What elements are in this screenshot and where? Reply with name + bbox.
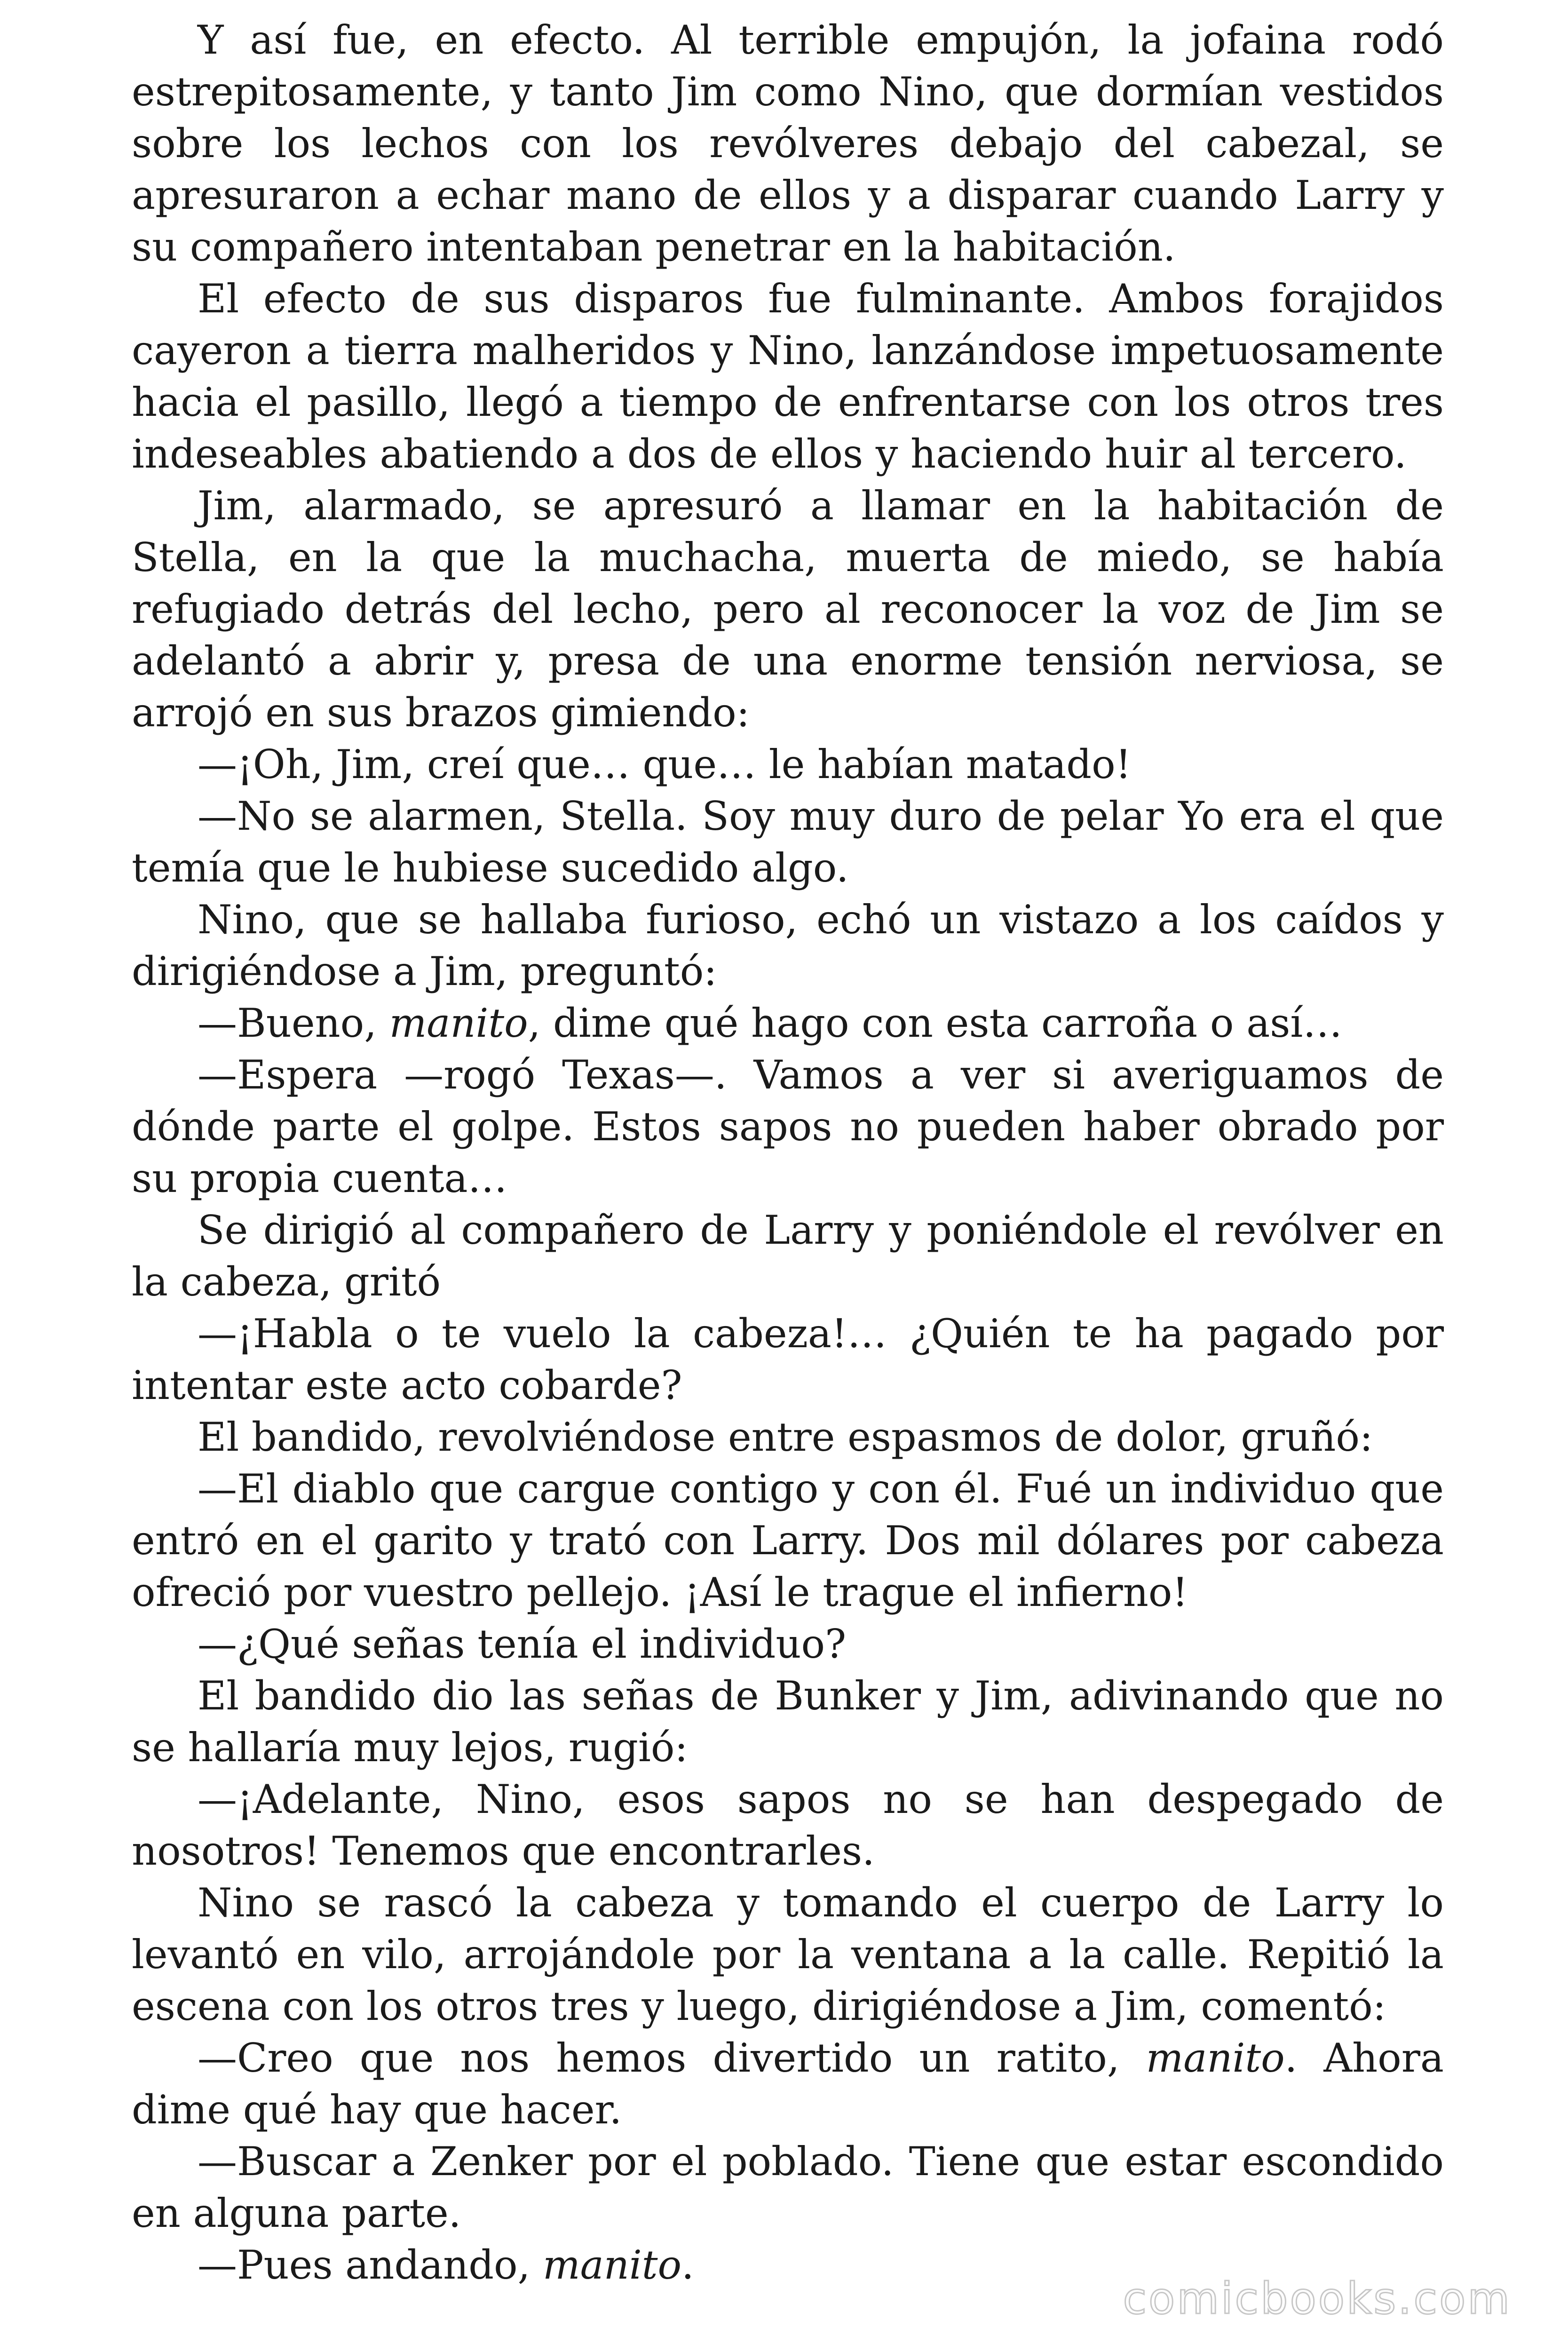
emphasized-text: manito <box>543 2242 682 2288</box>
paragraph <box>132 1204 1444 1308</box>
paragraph <box>132 1670 1444 1773</box>
emphasized-text: manito <box>389 1000 528 1046</box>
text-run: —No se alarmen, Stella. Soy muy duro de pelar Yo era el que temía que le hubiese sucedido algo. <box>132 793 1444 891</box>
paragraph <box>132 1618 1444 1670</box>
emphasized-text: manito <box>1146 2035 1285 2081</box>
paragraph <box>132 790 1444 894</box>
text-run: —¡Adelante, Nino, esos sapos no se han despegado de nosotros! Tenemos que encontrarles. <box>132 1776 1444 1874</box>
text-run: —Buscar a Zenker por el poblado. Tiene que estar escondido en alguna parte. <box>132 2138 1444 2236</box>
paragraph <box>132 2136 1444 2239</box>
watermark: comicbooks.com <box>1123 2273 1512 2324</box>
text-run: Nino, que se hallaba furioso, echó un vistazo a los caídos y dirigiéndose a Jim, preguntó: <box>132 897 1444 994</box>
text-run: El efecto de sus disparos fue fulminante. Ambos forajidos cayeron a tierra malheridos y Nino, lanzándose impetuosamente hacia el pasillo, llegó a tiempo de enfrentarse con los otros tres indeseables abatiendo a dos de ellos y haciendo huir al tercero. <box>132 276 1444 477</box>
paragraph <box>132 273 1444 480</box>
text-run: , dime qué hago con esta carroña o así… <box>528 1000 1343 1046</box>
text-run: —¡Oh, Jim, creí que… que… le habían matado! <box>198 741 1132 787</box>
text-run: —Bueno, <box>198 1000 389 1046</box>
text-run: El bandido, revolviéndose entre espasmos de dolor, gruñó: <box>198 1414 1373 1460</box>
text-run: —¿Qué señas tenía el individuo? <box>198 1621 847 1667</box>
text-run: Nino se rascó la cabeza y tomando el cuerpo de Larry lo levantó en vilo, arrojándole por la ventana a la calle. Repitió la escena con los otros tres y luego, dirigiéndose a Jim, comentó: <box>132 1880 1444 2029</box>
paragraph <box>132 14 1444 273</box>
paragraph <box>132 997 1444 1049</box>
paragraph <box>132 739 1444 790</box>
paragraph <box>132 894 1444 997</box>
text-run: —¡Habla o te vuelo la cabeza!… ¿Quién te ha pagado por intentar este acto cobarde? <box>132 1311 1444 1408</box>
text-run: —Pues andando, <box>198 2242 543 2288</box>
paragraph <box>132 2032 1444 2136</box>
text-run: . <box>681 2242 694 2288</box>
text-run: El bandido dio las señas de Bunker y Jim, adivinando que no se hallaría muy lejos, rugió: <box>132 1673 1444 1771</box>
text-run: —El diablo que cargue contigo y con él. Fué un individuo que entró en el garito y trató con Larry. Dos mil dólares por cabeza ofreció por vuestro pellejo. ¡Así le trague el infierno! <box>132 1466 1444 1615</box>
text-run: —Creo que nos hemos divertido un ratito, <box>198 2035 1146 2081</box>
paragraph <box>132 1308 1444 1411</box>
text-run: —Espera —rogó Texas—. Vamos a ver si averiguamos de dónde parte el golpe. Estos sapos no pueden haber obrado por su propia cuenta… <box>132 1052 1444 1201</box>
paragraph <box>132 480 1444 739</box>
text-run: Jim, alarmado, se apresuró a llamar en la habitación de Stella, en la que la muchacha, muerta de miedo, se había refugiado detrás del lecho, pero al reconocer la voz de Jim se adelantó a abrir y, presa de una enorme tensión nerviosa, se arrojó en sus brazos gimiendo: <box>132 483 1444 736</box>
text-run: Y así fue, en efecto. Al terrible empujón, la jofaina rodó estrepitosamente, y tanto Jim como Nino, que dormían vestidos sobre los lechos con los revólveres debajo del cabezal, se apresuraron a echar mano de ellos y a disparar cuando Larry y su compañero intentaban penetrar en la habitación. <box>132 17 1444 270</box>
paragraph <box>132 1463 1444 1618</box>
paragraph <box>132 1877 1444 2032</box>
paragraph <box>132 1411 1444 1463</box>
text-run: Se dirigió al compañero de Larry y poniéndole el revólver en la cabeza, gritó <box>132 1207 1444 1305</box>
paragraph <box>132 1049 1444 1204</box>
paragraph <box>132 1773 1444 1877</box>
page-body <box>132 14 1444 2291</box>
text-run: . Ahora dime qué hay que hacer. <box>132 2035 1444 2133</box>
